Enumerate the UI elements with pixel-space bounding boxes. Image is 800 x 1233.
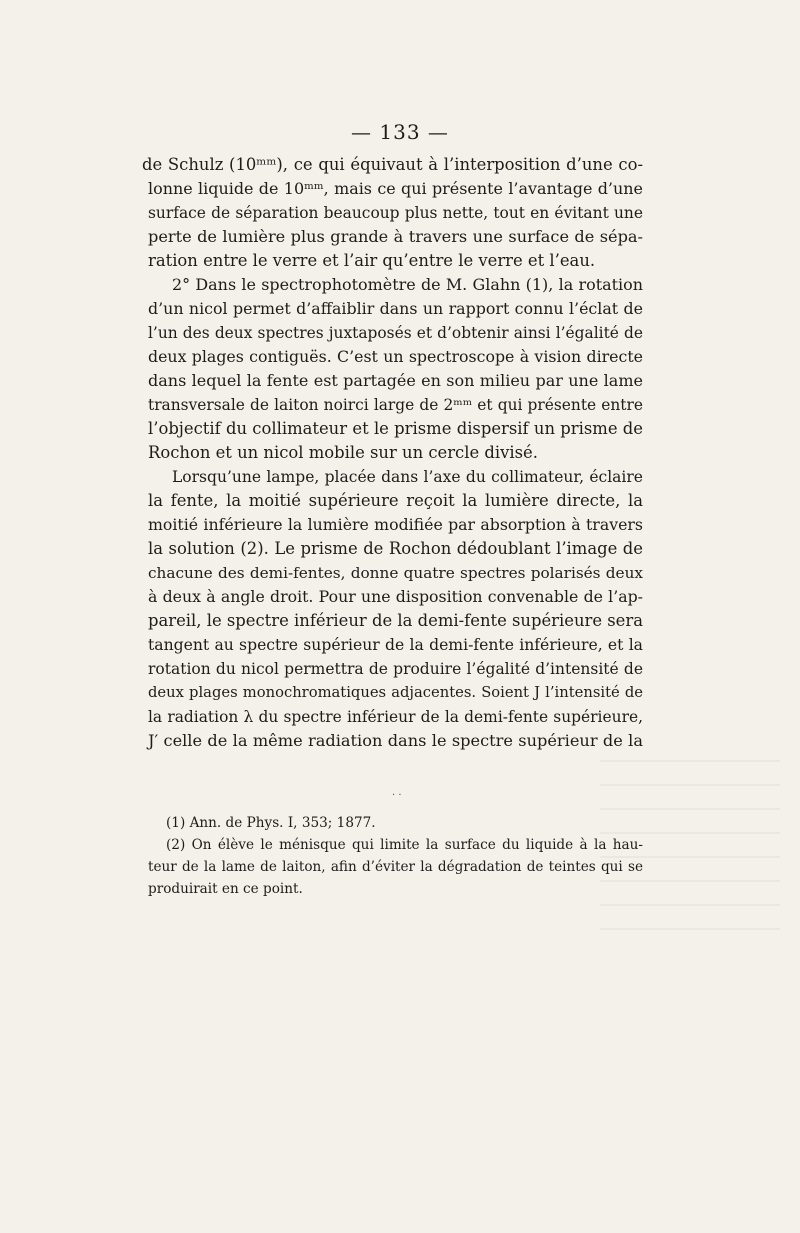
footnotes	[148, 812, 643, 900]
text-line: chacune des demi-fentes, donne quatre spectres polarisés deux	[148, 564, 643, 582]
text-line: 2° Dans le spectrophotomètre de M. Glahn (1), la rotation	[172, 275, 643, 294]
text-line: pareil, le spectre inférieur de la demi-fente supérieure sera	[148, 611, 643, 630]
text-line: transversale de laiton noirci large de 2ᵐᵐ et qui présente entre	[148, 396, 643, 414]
footnote-line: (2) On élève le ménisque qui limite la surface du liquide à la hau-	[166, 837, 643, 853]
text-line: l’objectif du collimateur et le prisme dispersif un prisme de	[148, 419, 643, 438]
text-line: moitié inférieure la lumière modifiée par absorption à travers	[148, 515, 643, 534]
text-line: Rochon et un nicol mobile sur un cercle divisé.	[148, 443, 538, 462]
text-line: surface de séparation beaucoup plus nette, tout en évitant une	[148, 204, 643, 222]
text-line: deux plages monochromatiques adjacentes. Soient J l’intensité de	[148, 684, 643, 701]
text-line: la radiation λ du spectre inférieur de la demi-fente supérieure,	[148, 708, 643, 726]
text-line: la fente, la moitié supérieure reçoit la lumière directe, la	[148, 491, 643, 510]
text-line: lonne liquide de 10ᵐᵐ, mais ce qui présente l’avantage d’une	[148, 179, 643, 198]
text-line: J′ celle de la même radiation dans le spectre supérieur de la	[148, 731, 643, 750]
text-line: tangent au spectre supérieur de la demi-fente inférieure, et la	[148, 636, 643, 654]
text-line: Lorsqu’une lampe, placée dans l’axe du collimateur, éclaire	[172, 468, 643, 486]
page-number: — 133 —	[351, 120, 449, 144]
text-line: d’un nicol permet d’affaiblir dans un rapport connu l’éclat de	[148, 299, 643, 318]
text-line: de Schulz (10ᵐᵐ), ce qui équivaut à l’interposition d’une co-	[142, 155, 643, 174]
text-line: la solution (2). Le prisme de Rochon dédoublant l’image de	[148, 539, 643, 558]
body-text	[142, 153, 643, 753]
text-line: perte de lumière plus grande à travers une surface de sépa-	[148, 227, 643, 246]
text-line: deux plages contiguës. C’est un spectroscope à vision directe	[148, 347, 643, 366]
text-line: l’un des deux spectres juxtaposés et d’obtenir ainsi l’égalité de	[148, 324, 643, 342]
footnote-line: (1) Ann. de Phys. I, 353; 1877.	[166, 815, 376, 831]
text-line: à deux à angle droit. Pour une disposition convenable de l’ap-	[148, 587, 643, 606]
footnote-separator: · ·	[392, 790, 402, 801]
footnote-line: teur de la lame de laiton, afin d’éviter la dégradation de teintes qui se	[148, 859, 643, 875]
text-line: rotation du nicol permettra de produire l’égalité d’intensité de	[148, 660, 643, 678]
text-line: dans lequel la fente est partagée en son milieu par une lame	[148, 371, 643, 390]
text-line: ration entre le verre et l’air qu’entre le verre et l’eau.	[148, 251, 596, 270]
footnote-line: produirait en ce point.	[148, 881, 303, 897]
